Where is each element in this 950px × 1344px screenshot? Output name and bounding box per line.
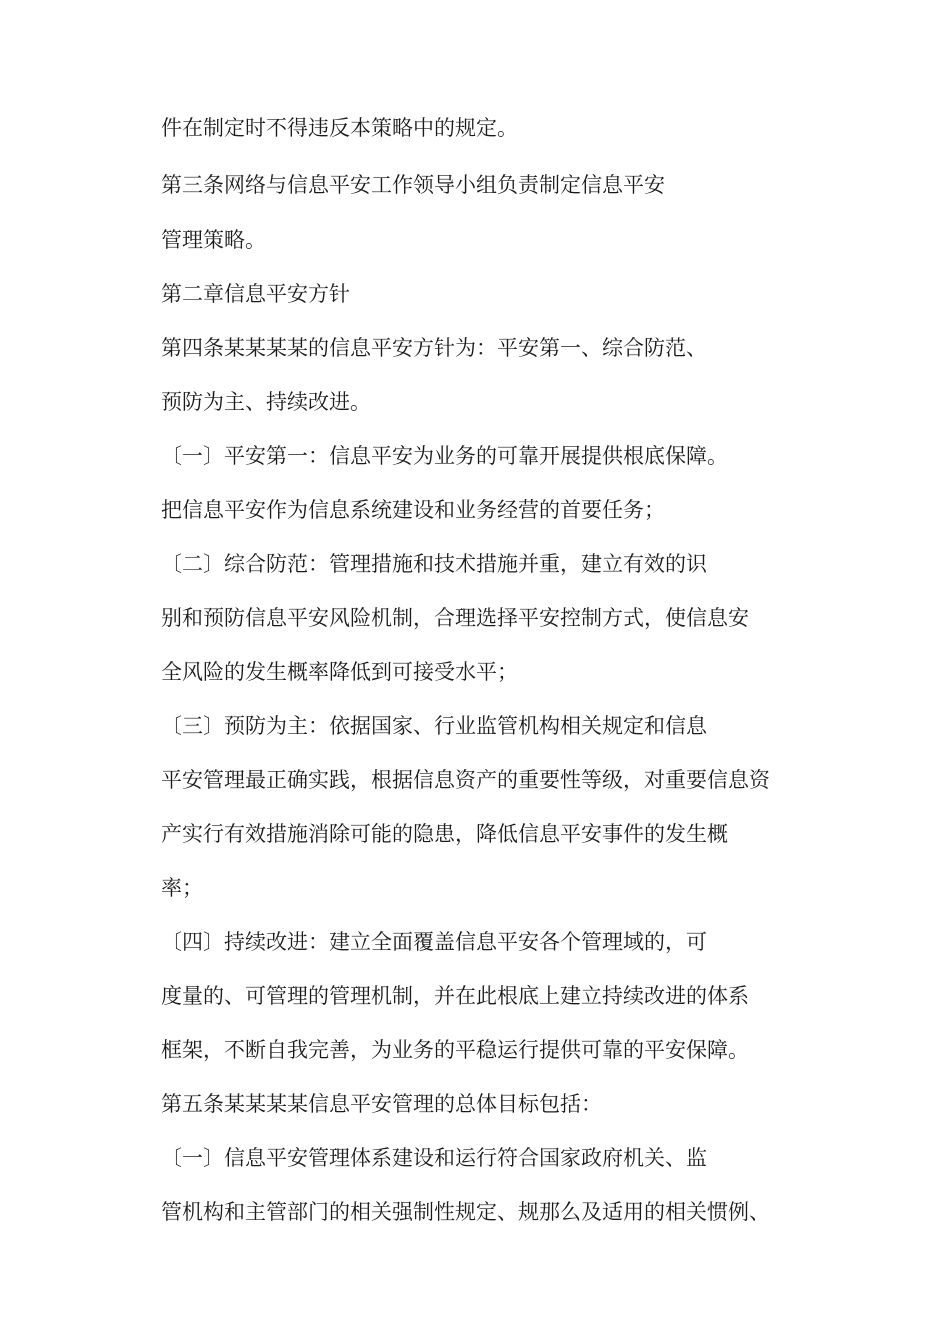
text-line: 〔二〕综合防范：管理措施和技术措施并重，建立有效的识 <box>161 552 707 576</box>
text-line: 〔三〕预防为主：依据国家、行业监管机构相关规定和信息 <box>161 714 707 738</box>
text-line: 〔一〕平安第一：信息平安为业务的可靠开展提供根底保障。 <box>161 444 728 468</box>
text-line: 率； <box>161 876 203 900</box>
text-line: 第五条某某某某信息平安管理的总体目标包括： <box>161 1092 602 1116</box>
text-line: 别和预防信息平安风险机制，合理选择平安控制方式，使信息安 <box>161 606 749 630</box>
text-line: 产实行有效措施消除可能的隐患，降低信息平安事件的发生概 <box>161 822 728 846</box>
text-line: 〔四〕持续改进：建立全面覆盖信息平安各个管理域的，可 <box>161 930 707 954</box>
text-line: 管理策略。 <box>161 228 266 252</box>
text-line: 第三条网络与信息平安工作领导小组负责制定信息平安 <box>161 173 665 197</box>
text-line: 预防为主、持续改进。 <box>161 390 371 414</box>
text-line: 框架，不断自我完善，为业务的平稳运行提供可靠的平安保障。 <box>161 1038 749 1062</box>
text-line: 全风险的发生概率降低到可接受水平； <box>161 660 518 684</box>
text-line: 〔一〕信息平安管理体系建设和运行符合国家政府机关、监 <box>161 1146 707 1170</box>
text-line: 管机构和主管部门的相关强制性规定、规那么及适用的相关惯例、 <box>161 1200 770 1224</box>
text-line: 第四条某某某某的信息平安方针为：平安第一、综合防范、 <box>161 336 707 360</box>
text-line: 把信息平安作为信息系统建设和业务经营的首要任务； <box>161 498 665 522</box>
text-line: 度量的、可管理的管理机制，并在此根底上建立持续改进的体系 <box>161 984 749 1008</box>
text-line: 件在制定时不得违反本策略中的规定。 <box>161 116 518 140</box>
chapter-heading: 第二章信息平安方针 <box>161 282 350 306</box>
text-line: 平安管理最正确实践，根据信息资产的重要性等级，对重要信息资 <box>161 768 770 792</box>
